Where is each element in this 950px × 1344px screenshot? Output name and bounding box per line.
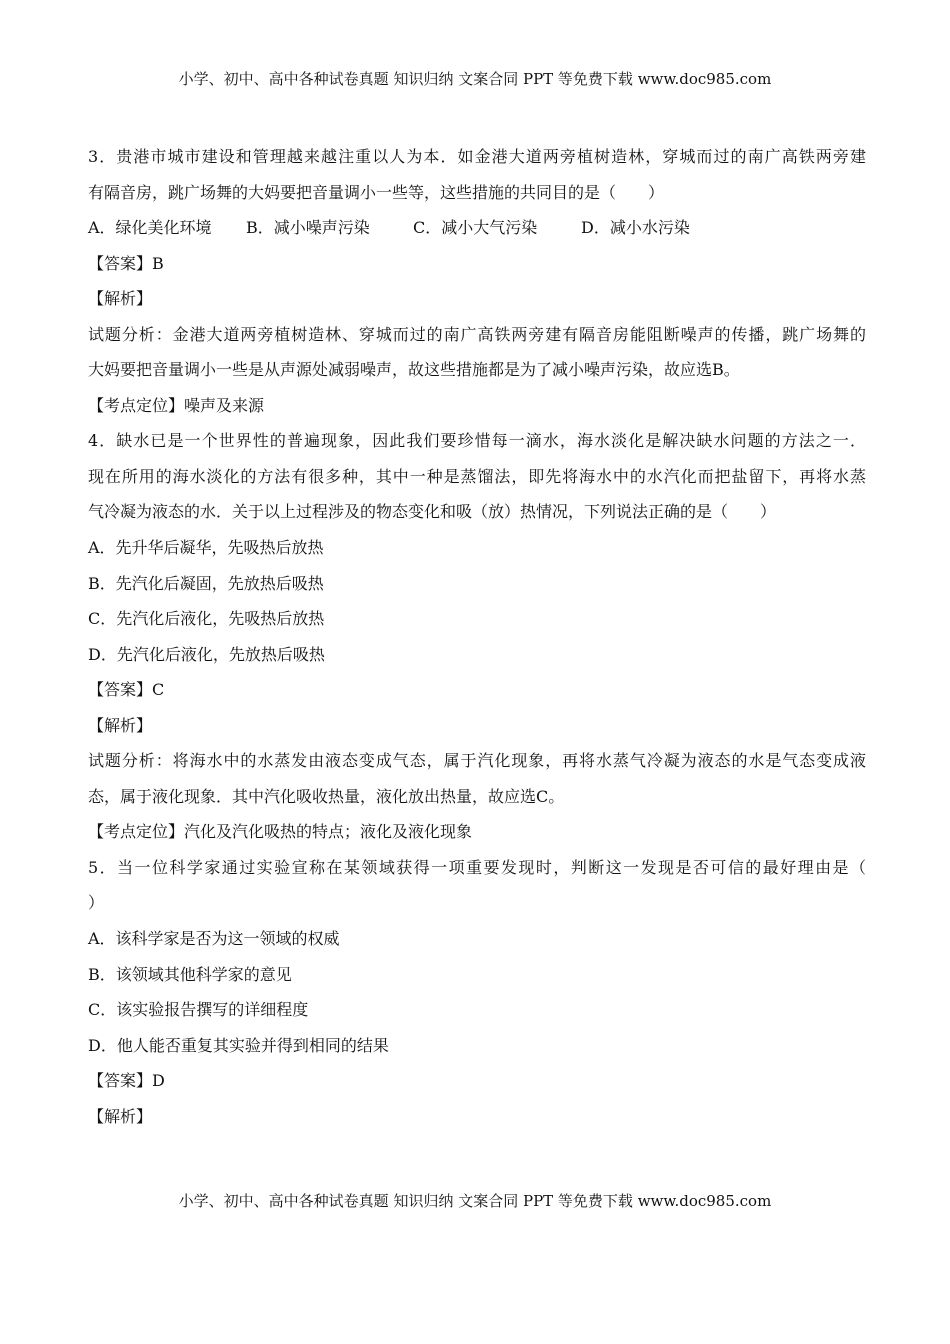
option-a: A．绿化美化环境 <box>88 218 212 238</box>
option-b: B．减小噪声污染 <box>246 218 370 238</box>
question-4-stem-line: 现在所用的海水淡化的方法有很多种，其中一种是蒸馏法，即先将海水中的水汽化而把盐留下，再将水蒸 <box>88 466 866 486</box>
analysis-label: 【解析】 <box>88 1106 153 1126</box>
option-a: A．该科学家是否为这一领域的权威 <box>88 929 340 949</box>
question-3-stem-line: 3．贵港市城市建设和管理越来越注重以人为本．如金港大道两旁植树造林，穿城而过的南广高铁两旁建 <box>88 147 866 166</box>
option-b: B．该领域其他科学家的意见 <box>88 964 292 984</box>
option-d: D．先汽化后液化，先放热后吸热 <box>88 644 325 664</box>
analysis-line: 态，属于液化现象．其中汽化吸收热量，液化放出热量，故应选C。 <box>88 786 565 806</box>
option-c: C．先汽化后液化，先吸热后放热 <box>88 609 325 629</box>
key-point: 【考点定位】噪声及来源 <box>88 395 265 415</box>
analysis-label: 【解析】 <box>88 715 153 735</box>
option-a: A．先升华后凝华，先吸热后放热 <box>88 538 324 558</box>
question-4-stem-line: 气冷凝为液态的水．关于以上过程涉及的物态变化和吸（放）热情况，下列说法正确的是（ ） <box>88 502 777 522</box>
answer: 【答案】D <box>88 1071 165 1091</box>
page-header: 小学、初中、高中各种试卷真题 知识归纳 文案合同 PPT 等免费下载 www.doc985.com <box>178 70 772 88</box>
question-5-stem-line: 5．当一位科学家通过实验宣称在某领域获得一项重要发现时，判断这一发现是否可信的最好理由是（ <box>88 857 866 877</box>
analysis-label: 【解析】 <box>88 289 153 309</box>
question-3-options <box>88 210 866 246</box>
document-body <box>88 139 866 1134</box>
question-3-stem-line: 有隔音房，跳广场舞的大妈要把音量调小一些等，这些措施的共同目的是（ ） <box>88 182 665 202</box>
option-d: D．减小水污染 <box>581 218 690 238</box>
question-5-stem-line: ） <box>88 893 105 913</box>
analysis-line: 试题分析：将海水中的水蒸发由液态变成气态，属于汽化现象，再将水蒸气冷凝为液态的水是气态变成液 <box>88 751 866 771</box>
answer: 【答案】B <box>88 253 164 273</box>
analysis-line: 大妈要把音量调小一些是从声源处减弱噪声，故这些措施都是为了减小噪声污染，故应选B。 <box>88 360 740 380</box>
analysis-line: 试题分析：金港大道两旁植树造林、穿城而过的南广高铁两旁建有隔音房能阻断噪声的传播，跳广场舞的 <box>88 324 866 344</box>
page-footer: 小学、初中、高中各种试卷真题 知识归纳 文案合同 PPT 等免费下载 www.doc985.com <box>178 1192 772 1210</box>
key-point: 【考点定位】汽化及汽化吸热的特点；液化及液化现象 <box>88 822 473 842</box>
option-c: C．该实验报告撰写的详细程度 <box>88 1000 309 1020</box>
question-4-stem-line: 4．缺水已是一个世界性的普遍现象，因此我们要珍惜每一滴水，海水淡化是解决缺水问题的方法之一． <box>88 431 866 451</box>
answer: 【答案】C <box>88 680 165 700</box>
option-d: D．他人能否重复其实验并得到相同的结果 <box>88 1035 389 1055</box>
option-c: C．减小大气污染 <box>413 218 538 238</box>
option-b: B．先汽化后凝固，先放热后吸热 <box>88 573 324 593</box>
